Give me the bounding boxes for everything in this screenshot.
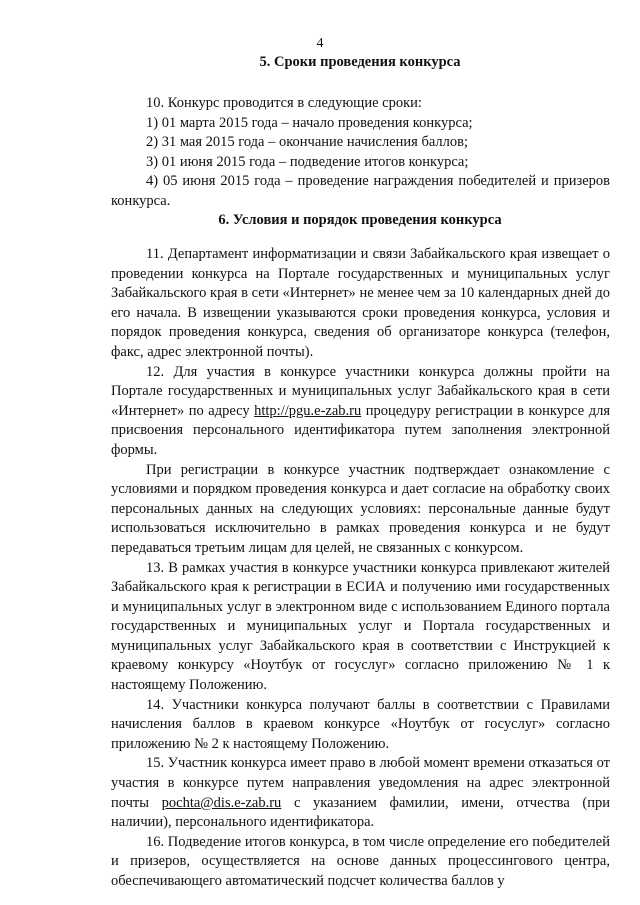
paragraph-15 — [111, 754, 610, 832]
paragraph-14: 14. Участники конкурса получают баллы в соответствии с Правилами начисления баллов в краевом конкурсе «Ноутбук от госуслуг» согласно приложению № 2 к настоящему Положению. — [111, 696, 610, 752]
paragraph-11: 11. Департамент информатизации и связи Забайкальского края извещает о проведении конкурса на Портале государственных и муниципальных услуг Забайкальского края в сети «Интернет» не менее чем за 10 календарных дней до его начала. В извещении указываются сроки проведения конкурса, условия и порядок проведения конкурса, сведения об организаторе конкурса (телефон, факс, адрес электронной почты). — [111, 246, 610, 360]
paragraph-12-text-b: процедуру регистрации в конкурсе для присвоения персонального идентификатора путем заполнения электронной формы. — [111, 402, 610, 458]
term-item-2: 2) 31 мая 2015 года – окончание начисления баллов; — [146, 134, 468, 151]
section-5-body — [111, 94, 610, 212]
section-5-intro: 10. Конкурс проводится в следующие сроки: — [146, 95, 422, 111]
paragraph-16: 16. Подведение итогов конкурса, в том числе определение его победителей и призеров, осуществляется на основе данных процессингового центра, обеспечивающего автоматический подсчет количества баллов у — [111, 833, 610, 889]
section-5-heading: 5. Сроки проведения конкурса — [259, 54, 461, 70]
term-item-1: 1) 01 марта 2015 года – начало проведения конкурса; — [146, 114, 473, 131]
paragraph-15-text-a: 15. Участник конкурса имеет право в любой момент времени отказаться от участия в конкурсе путем направления уведомления на адрес электронной почты — [111, 755, 610, 811]
portal-link[interactable]: http://pgu.e-zab.ru — [254, 402, 362, 419]
page-number: 4 — [316, 36, 324, 51]
paragraph-12-text-a: 12. Для участия в конкурсе участники конкурса должны пройти на Портале государственных и муниципальных услуг Забайкальского края в сети «Интернет» по адресу — [111, 363, 610, 419]
paragraph-13: 13. В рамках участия в конкурсе участники конкурса привлекают жителей Забайкальского края к регистрации в ЕСИА и получению ими государственных и муниципальных услуг в электронном виде с использованием Единого портала государственных и муниципальных услуг и Портала государственных и муниципальных услуг Забайкальского края в соответствии с Инструкцией к краевому конкурсу «Ноутбук от госуслуг» согласно приложению № 1 к настоящему Положению. — [111, 559, 610, 694]
term-item-4: 4) 05 июня 2015 года – проведение награждения победителей и призеров конкурса. — [111, 173, 610, 209]
section-6-body — [111, 245, 610, 892]
paragraph-12-consent: При регистрации в конкурсе участник подтверждает ознакомление с условиями и порядком проведения конкурса и дает согласие на обработку своих персональных данных на следующих условиях: персональные данные будут использоваться исключительно в рамках проведения конкурса и не будут передаваться третьим лицам для целей, не связанных с конкурсом. — [111, 461, 610, 556]
paragraph-12 — [111, 363, 610, 461]
paragraph-15-text-b: с указанием фамилии, имени, отчества (при наличии), персонального идентификатора. — [111, 794, 610, 831]
section-6-heading: 6. Условия и порядок проведения конкурса — [218, 212, 502, 228]
term-item-3: 3) 01 июня 2015 года – подведение итогов конкурса; — [146, 153, 469, 170]
email-link[interactable]: pochta@dis.e-zab.ru — [161, 794, 282, 811]
